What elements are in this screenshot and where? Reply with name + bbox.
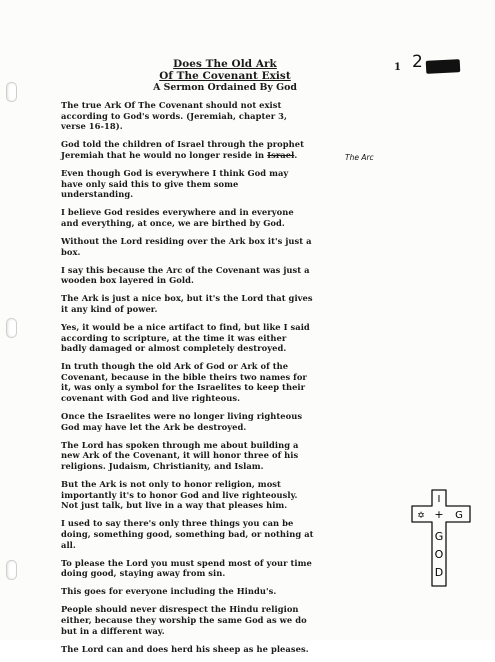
paragraph-line: People should never disrespect the Hindu religion [61, 604, 299, 615]
paragraph-line: Even though God is everywhere I think God may [61, 167, 289, 178]
paragraph [61, 586, 413, 597]
document-header [60, 58, 390, 93]
struck-word: Israel [267, 149, 295, 160]
cross-letter-d: D [434, 566, 444, 579]
page-number: 1 [394, 62, 401, 73]
paragraph [61, 644, 413, 655]
punch-hole-bottom [6, 560, 17, 580]
paragraph [61, 518, 413, 550]
paragraph-line: I say this because the Arc of the Covenant was just a [61, 264, 310, 275]
paragraph-line: new Ark of the Covenant, it will honor three of his [61, 450, 299, 461]
sermon-body [61, 100, 413, 662]
paragraph-line: verse 16-18). [61, 121, 123, 132]
paragraph [61, 168, 413, 200]
paragraph-line: God may have let the Ark be destroyed. [61, 421, 247, 432]
paragraph-line: I used to say there's only three things you can be [61, 518, 294, 529]
cross-letter-o: O [434, 548, 444, 561]
punch-hole-top [6, 82, 17, 102]
cross-letter-top: I [437, 494, 441, 505]
paragraph-line: doing good, staying away from sin. [61, 568, 226, 579]
cross-letter-right: G [455, 510, 463, 521]
paragraph [61, 293, 413, 314]
paragraph [61, 604, 413, 636]
handwritten-page-mark: 2 [412, 52, 423, 72]
paragraph-line: it any kind of power. [61, 303, 158, 314]
paragraph-line: box. [61, 246, 81, 257]
paragraph-line: either, because they worship the same God as we do [61, 615, 307, 626]
title-line-2: Of The Covenant Exist [159, 70, 291, 82]
paragraph [61, 322, 413, 354]
paragraph-line: doing, something good, something bad, or nothing at [61, 529, 314, 539]
paragraph [61, 411, 413, 432]
paragraph-line: badly damaged or almost completely destroyed. [61, 343, 287, 354]
paragraph-line: Jeremiah that he would no longer reside in [61, 149, 268, 160]
paragraph-line: Covenant, because in the bible theirs two names for [61, 371, 307, 382]
paragraph-line: Not just talk, but live in a way that pleases him. [61, 500, 288, 511]
subtitle: A Sermon Ordained By God [153, 82, 297, 93]
punch-hole-middle [6, 318, 17, 338]
paragraph-line: wooden box layered in Gold. [61, 275, 194, 286]
paragraph-line: The Ark is just a nice box, but it's the Lord that gives [61, 293, 313, 304]
paragraph [61, 100, 413, 132]
cross-drawing [410, 488, 474, 588]
handwritten-margin-note: The Arc [345, 153, 374, 162]
paragraph [61, 479, 413, 511]
paragraph-line: covenant with God and live righteous. [61, 393, 241, 404]
redaction-mark [426, 59, 461, 74]
paragraph-line: The true Ark Of The Covenant should not exist [61, 100, 282, 110]
paragraph-line: Once the Israelites were no longer living righteous [61, 411, 303, 422]
paragraph-line: according to scripture, at the time it was either [61, 332, 287, 343]
paragraph-line: I believe God resides everywhere and in everyone [61, 207, 294, 218]
paragraph-line: This goes for everyone including the Hindu's. [61, 586, 277, 597]
paragraph-line: But the Ark is not only to honor religion, most [61, 479, 281, 490]
paragraph-line: it, was only a symbol for the Israelites to keep their [61, 382, 306, 393]
paragraph-line: The Lord has spoken through me about building a [61, 439, 299, 450]
paragraph [61, 558, 413, 579]
paragraph-line: and everything, at once, we are birthed by God. [61, 217, 285, 228]
cross-letter-g: G [434, 530, 444, 543]
paragraph-line: understanding. [61, 189, 134, 200]
paragraph [61, 139, 413, 160]
paragraph-line: have only said this to give them some [61, 178, 239, 189]
paragraph-line: Without the Lord residing over the Ark box it's just a [61, 235, 312, 246]
paragraph [61, 236, 413, 257]
paragraph-line: according to God's words. (Jeremiah, chapter 3, [61, 110, 287, 121]
paragraph-line: but in a different way. [61, 625, 165, 636]
paragraph [61, 361, 413, 403]
paragraph-line: religions. Judaism, Christianity, and Islam. [61, 461, 264, 472]
cross-letter-center: + [434, 508, 444, 521]
paragraph-line: all. [61, 539, 76, 550]
cross-letter-left: ✡ [417, 511, 425, 521]
title-line-1: Does The Old Ark [173, 58, 277, 70]
paragraph [61, 265, 413, 286]
paragraph-line: Yes, it would be a nice artifact to find, but like I said [61, 322, 310, 332]
paragraph-line: The Lord can and does herd his sheep as he pleases. [61, 643, 309, 654]
struck-suffix: . [294, 149, 298, 160]
paragraph-line: In truth though the old Ark of God or Ark of the [61, 361, 289, 372]
paragraph-line: God told the children of Israel through the prophet [61, 139, 305, 150]
paragraph-line: importantly it's to honor God and live righteously. [61, 489, 298, 500]
paragraph-line: To please the Lord you must spend most of your time [61, 557, 312, 568]
paragraph [61, 207, 413, 228]
paragraph [61, 440, 413, 472]
